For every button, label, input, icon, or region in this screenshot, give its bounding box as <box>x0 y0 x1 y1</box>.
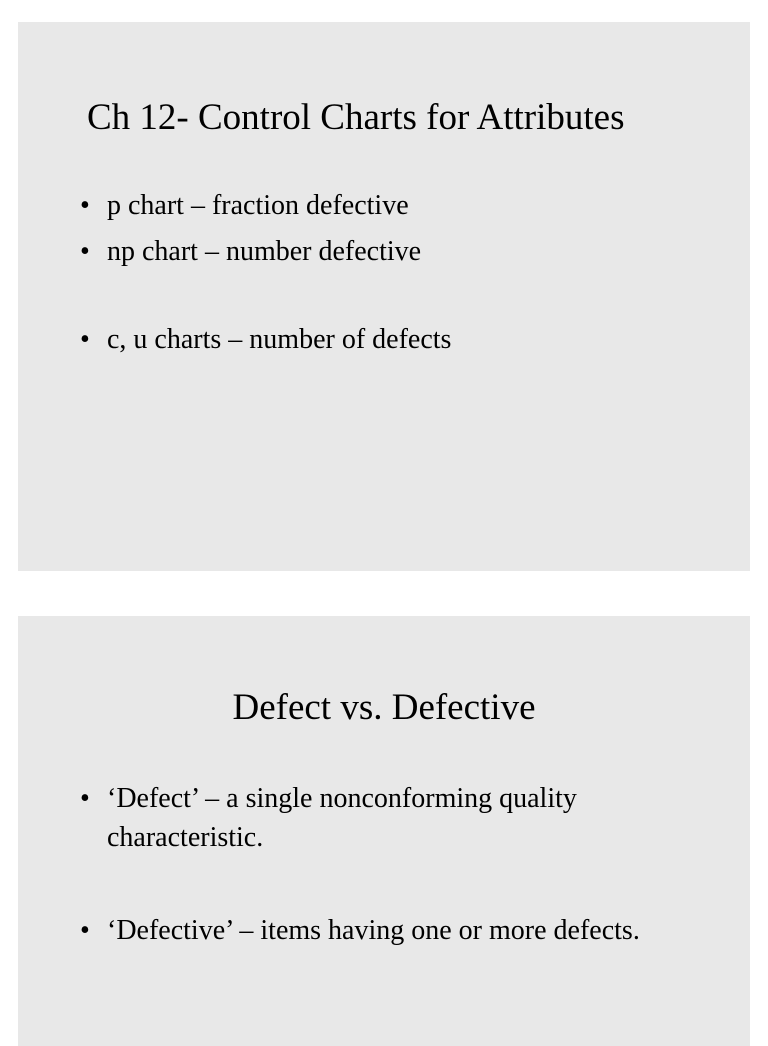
bullet-list <box>80 186 730 366</box>
bullet-item-defect <box>80 779 730 857</box>
bullet-dot: • <box>80 783 90 814</box>
slide-control-charts <box>18 22 750 571</box>
slide-title: Defect vs. Defective <box>232 687 536 728</box>
bullet-item-defective <box>80 911 730 950</box>
bullet-item-c-u-charts <box>80 320 730 359</box>
bullet-dot: • <box>80 915 90 946</box>
bullet-dot: • <box>80 324 90 355</box>
bullet-dot: • <box>80 190 90 221</box>
slide-defect-vs-defective <box>18 616 750 1046</box>
bullet-list <box>80 779 730 950</box>
bullet-item-np-chart <box>80 232 730 271</box>
bullet-item-p-chart <box>80 186 730 225</box>
bullet-dot: • <box>80 236 90 267</box>
bullet-text: p chart – fraction defective <box>107 190 409 221</box>
bullet-text: ‘Defective’ – items having one or more defects. <box>107 915 640 946</box>
slide-title: Ch 12- Control Charts for Attributes <box>87 97 625 138</box>
bullet-text: c, u charts – number of defects <box>107 324 452 355</box>
bullet-text: np chart – number defective <box>107 236 422 267</box>
bullet-text: ‘Defect’ – a single nonconforming quality characteristic. <box>107 783 577 853</box>
